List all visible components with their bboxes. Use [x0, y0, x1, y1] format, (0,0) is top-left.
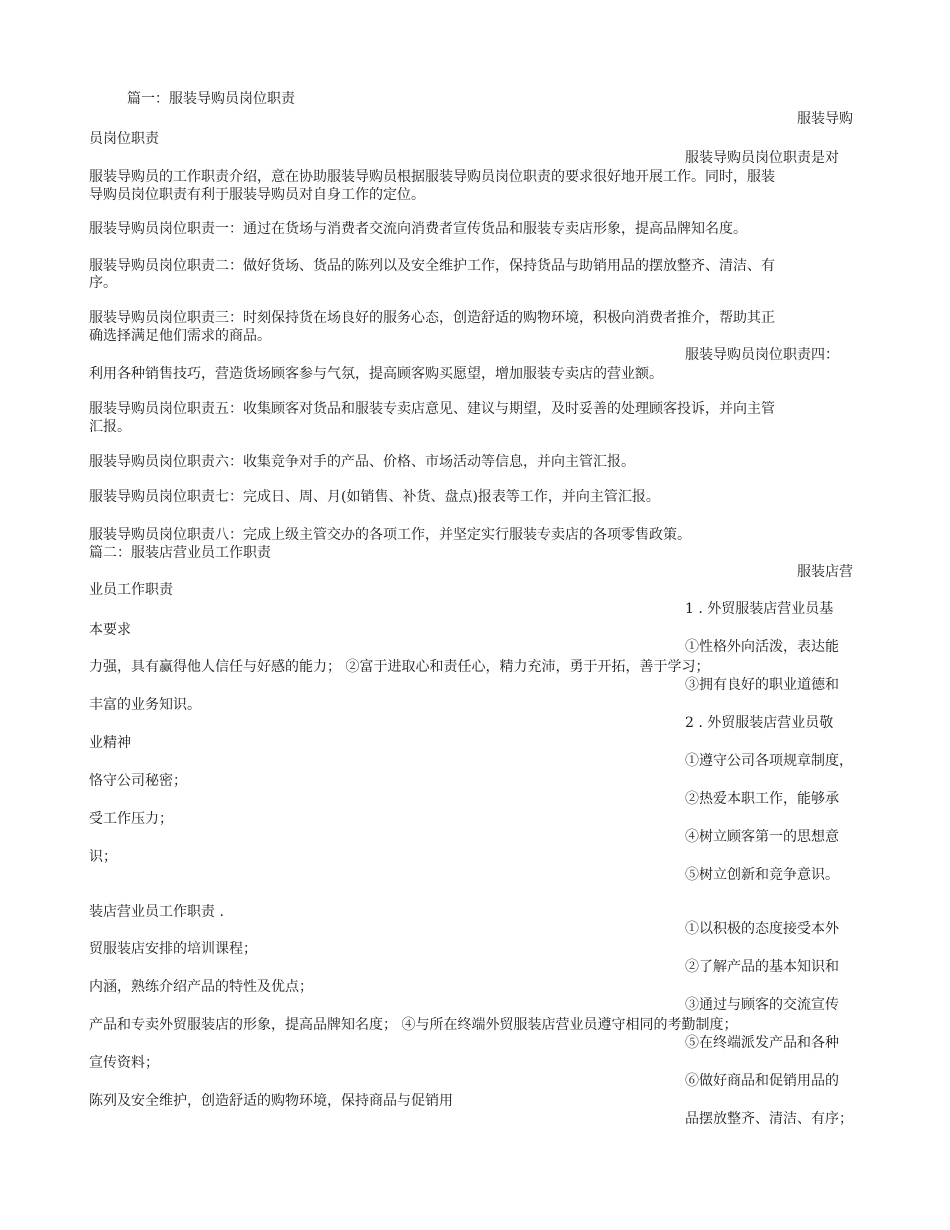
text-line: 服装导购员的工作职责介绍，意在协助服装导购员根据服装导购员岗位职责的要求很好地开展工作。同时，服装	[89, 169, 775, 185]
text-line: ④树立顾客第一的思想意	[685, 829, 839, 845]
text-line: 服装导购员岗位职责七：完成日、周、月(如销售、补货、盘点)报表等工作，并向主管汇报。	[89, 489, 660, 505]
text-line: ⑤树立创新和竞争意识。	[685, 867, 839, 883]
text-line: ③拥有良好的职业道德和	[685, 677, 839, 693]
text-line: 宣传资料；	[89, 1055, 159, 1071]
text-line: 装店营业员工作职责 .	[89, 904, 224, 920]
text-line: 服装导购员岗位职责五：收集顾客对货品和服装专卖店意见、建议与期望，及时妥善的处理顾客投诉，并向主管	[89, 401, 775, 417]
text-line: 服装导购员岗位职责是对	[685, 150, 839, 166]
text-line: 服装导购	[797, 111, 853, 127]
text-line: ⑥做好商品和促销用品的	[685, 1073, 839, 1089]
text-line: 服装导购员岗位职责二：做好货场、货品的陈列以及安全维护工作，保持货品与助销用品的摆放整齐、清洁、有	[89, 258, 775, 274]
text-line: ①遵守公司各项规章制度，	[685, 753, 853, 769]
text-line: 业员工作职责	[89, 582, 173, 598]
text-line: 服装店营	[797, 564, 853, 580]
text-line: 力强，具有赢得他人信任与好感的能力； ②富于进取心和责任心，精力充沛，勇于开拓，善于学习；	[89, 659, 710, 675]
section-heading-1: 篇一：服装导购员岗位职责	[127, 91, 295, 107]
section-heading-2: 篇二：服装店营业员工作职责	[89, 545, 271, 561]
text-line: 品摆放整齐、清洁、有序；	[685, 1111, 853, 1127]
text-line: 序。	[89, 275, 117, 291]
text-line: 导购员岗位职责有利于服装导购员对自身工作的定位。	[89, 187, 425, 203]
text-line: 确选择满足他们需求的商品。	[89, 328, 271, 344]
text-line: 恪守公司秘密；	[89, 773, 187, 789]
text-line: 识；	[89, 849, 117, 865]
text-line: 贸服装店安排的培训课程；	[89, 941, 257, 957]
text-line: 服装导购员岗位职责八：完成上级主管交办的各项工作，并坚定实行服装专卖店的各项零售政策。	[89, 527, 691, 543]
text-line: 内涵，熟练介绍产品的特性及优点；	[89, 979, 313, 995]
text-line: 员岗位职责	[89, 131, 159, 147]
text-line: 服装导购员岗位职责一：通过在货场与消费者交流向消费者宣传货品和服装专卖店形象，提高品牌知名度。	[89, 221, 747, 237]
text-line: 业精神	[89, 735, 131, 751]
text-line: 服装导购员岗位职责四：	[685, 347, 839, 363]
text-line: ②了解产品的基本知识和	[685, 959, 839, 975]
text-line: 受工作压力；	[89, 811, 173, 827]
text-line: 丰富的业务知识。	[89, 697, 201, 713]
text-line: 2 . 外贸服装店营业员敬	[685, 715, 834, 731]
text-line: ③通过与顾客的交流宣传	[685, 997, 839, 1013]
text-line: ①以积极的态度接受本外	[685, 921, 839, 937]
text-line: 产品和专卖外贸服装店的形象，提高品牌知名度； ④与所在终端外贸服装店营业员遵守相同的考勤制度；	[89, 1017, 738, 1033]
text-line: 服装导购员岗位职责六：收集竞争对手的产品、价格、市场活动等信息，并向主管汇报。	[89, 454, 635, 470]
text-line: 利用各种销售技巧，营造货场顾客参与气氛，提高顾客购买愿望，增加服装专卖店的营业额。	[89, 366, 663, 382]
text-line: 汇报。	[89, 419, 131, 435]
text-line: ⑤在终端派发产品和各种	[685, 1035, 839, 1051]
text-line: ①性格外向活泼，表达能	[685, 639, 839, 655]
text-line: 服装导购员岗位职责三：时刻保持货在场良好的服务心态，创造舒适的购物环境，积极向消费者推介，帮助其正	[89, 310, 775, 326]
text-line: 1 . 外贸服装店营业员基	[685, 601, 834, 617]
text-line: 陈列及安全维护，创造舒适的购物环境，保持商品与促销用	[89, 1093, 453, 1109]
text-line: 本要求	[89, 622, 131, 638]
text-line: ②热爱本职工作，能够承	[685, 791, 839, 807]
